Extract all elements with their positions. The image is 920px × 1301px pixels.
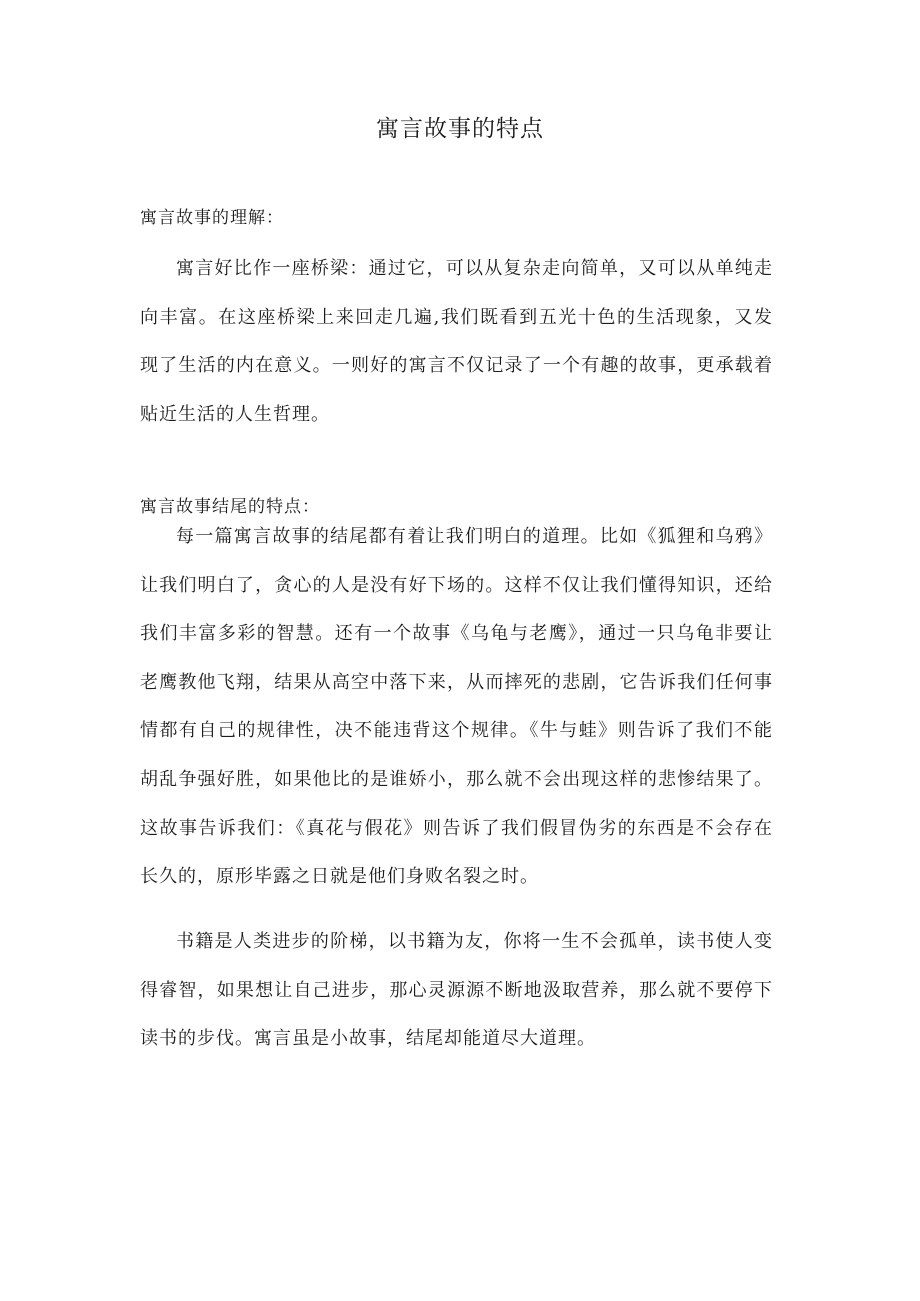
document-title: 寓言故事的特点 — [376, 116, 544, 142]
section-heading-understanding: 寓言故事的理解： — [140, 208, 284, 228]
section-heading-ending-features: 寓言故事结尾的特点： — [140, 497, 320, 517]
paragraph-ending-features: 每一篇寓言故事的结尾都有着让我们明白的道理。比如《狐狸和乌鸦》让我们明白了，贪心的人是没有好下场的。这样不仅让我们懂得知识，还给我们丰富多彩的智慧。还有一个故事《乌龟与老鹰》，通过一只乌龟非要让老鹰教他飞翔，结果从高空中落下来，从而摔死的悲剧，它告诉我们任何事情都有自己的规律性，决不能违背这个规律。《牛与蛙》则告诉了我们不能胡乱争强好胜，如果他比的是谁娇小，那么就不会出现这样的悲惨结果了。这故事告诉我们：《真花与假花》则告诉了我们假冒伪劣的东西是不会存在长久的，原形毕露之日就是他们身败名裂之时。 — [140, 526, 773, 888]
paragraph-reading-books: 书籍是人类进步的阶梯，以书籍为友，你将一生不会孤单，读书使人变得睿智，如果想让自己进步，那心灵源源不断地汲取营养，那么就不要停下读书的步伐。寓言虽是小故事，结尾却能道尽大道理。 — [140, 931, 773, 1050]
paragraph-understanding: 寓言好比作一座桥梁：通过它，可以从复杂走向简单，又可以从单纯走向丰富。在这座桥梁上来回走几遍,我们既看到五光十色的生活现象，又发现了生活的内在意义。一则好的寓言不仅记录了一个有趣的故事，更承载着贴近生活的人生哲理。 — [140, 258, 773, 425]
